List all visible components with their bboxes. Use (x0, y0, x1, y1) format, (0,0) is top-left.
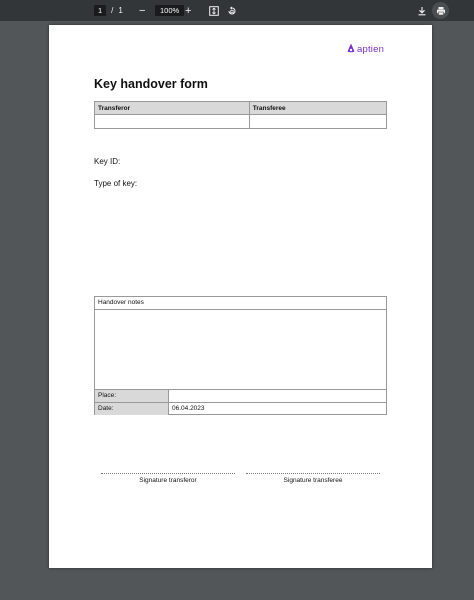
form-title: Key handover form (94, 77, 208, 91)
place-value (169, 390, 386, 402)
logo-text: aptien (357, 43, 385, 55)
place-label: Place: (95, 390, 169, 402)
handover-notes-box (94, 296, 387, 415)
date-label: Date: (95, 403, 169, 415)
pdf-toolbar (0, 0, 474, 21)
transferee-cell (249, 115, 386, 129)
fit-page-button[interactable] (208, 0, 220, 21)
total-pages: 1 (118, 6, 123, 15)
zoom-in-button[interactable]: + (185, 4, 192, 17)
key-type-label: Type of key: (94, 179, 138, 188)
notes-header: Handover notes (95, 297, 386, 310)
signature-label-transferor: Signature transferor (139, 477, 197, 484)
download-icon (416, 5, 428, 17)
date-value: 06.04.2023 (172, 405, 205, 412)
pdf-page (49, 25, 432, 568)
print-button[interactable] (432, 0, 449, 21)
brand-logo (347, 40, 384, 58)
notes-body (95, 310, 386, 390)
logo-mark-icon (347, 40, 355, 58)
page-number-input[interactable]: 1 (94, 5, 106, 16)
signature-line-transferee (246, 473, 380, 474)
zoom-level-input[interactable]: 100% (155, 5, 184, 16)
transferor-cell (95, 115, 250, 129)
parties-table (94, 101, 387, 129)
rotate-icon (226, 5, 238, 17)
print-icon (432, 2, 449, 19)
fit-to-page-icon (208, 5, 220, 17)
rotate-button[interactable] (226, 0, 238, 21)
page-separator: / (111, 6, 114, 15)
page-navigator (94, 0, 123, 21)
place-row (95, 390, 386, 402)
signature-label-transferee: Signature transferee (283, 477, 343, 484)
zoom-out-button[interactable]: − (139, 4, 146, 17)
table-row (95, 115, 387, 129)
column-header-transferee: Transferee (249, 102, 386, 115)
key-id-label: Key ID: (94, 157, 121, 166)
signature-line-transferor (101, 473, 235, 474)
column-header-transferor: Transferor (95, 102, 250, 115)
date-row (95, 402, 386, 415)
download-button[interactable] (416, 0, 428, 21)
